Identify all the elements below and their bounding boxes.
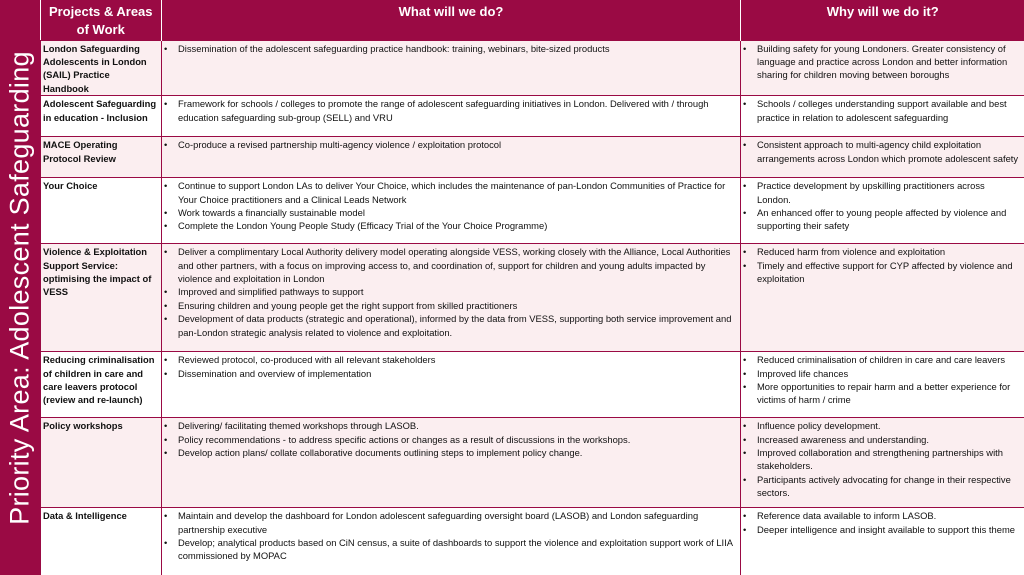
what-bullet-list bbox=[164, 138, 736, 151]
bullet-item: • Schools / colleges understanding support available and best practice in relation to adolescent safeguarding bbox=[743, 97, 1020, 124]
why-cell bbox=[741, 137, 1024, 178]
project-area-cell: London Safeguarding Adolescents in London (SAIL) Practice Handbook bbox=[41, 40, 162, 96]
bullet-item: • More opportunities to repair harm and a better experience for victims of harm / crime bbox=[743, 380, 1020, 407]
table-row bbox=[41, 244, 1024, 352]
table-row bbox=[41, 137, 1024, 178]
what-cell bbox=[162, 137, 741, 178]
header-what: What will we do? bbox=[162, 0, 741, 40]
bullet-item: • Develop action plans/ collate collaborative documents outlining steps to implement policy change. bbox=[164, 446, 736, 459]
why-bullet-list bbox=[743, 509, 1020, 536]
bullet-item: • Reviewed protocol, co-produced with all relevant stakeholders bbox=[164, 353, 736, 366]
why-cell bbox=[741, 96, 1024, 137]
bullet-item: • Framework for schools / colleges to promote the range of adolescent safeguarding initiatives in London. Delivered with / through education safeguarding sub-group (SELL) and VRU bbox=[164, 97, 736, 124]
why-cell bbox=[741, 244, 1024, 352]
bullet-item: • Consistent approach to multi-agency child exploitation arrangements across London which promote adolescent safety bbox=[743, 138, 1020, 165]
what-bullet-list bbox=[164, 97, 736, 124]
bullet-item: • Delivering/ facilitating themed workshops through LASOB. bbox=[164, 419, 736, 432]
what-cell bbox=[162, 418, 741, 508]
why-bullet-list bbox=[743, 42, 1020, 82]
bullet-item: • Continue to support London LAs to deliver Your Choice, which includes the maintenance of pan-London Communities of Practice for Your Choice practitioners and a Clinical Leads Network bbox=[164, 179, 736, 206]
bullet-item: • Work towards a financially sustainable model bbox=[164, 206, 736, 219]
bullet-item: • Development of data products (strategic and operational), informed by the data from VESS, supporting both service improvement and pan-London strategic analysis related to violence and exploitation. bbox=[164, 312, 736, 339]
why-cell bbox=[741, 352, 1024, 418]
bullet-item: • Deeper intelligence and insight available to support this theme bbox=[743, 523, 1020, 536]
priority-area-band bbox=[0, 0, 40, 575]
project-area-cell: Adolescent Safeguarding in education - Inclusion bbox=[41, 96, 162, 137]
what-cell bbox=[162, 96, 741, 137]
bullet-item: • Policy recommendations - to address specific actions or changes as a result of discussions in the workshops. bbox=[164, 433, 736, 446]
why-bullet-list bbox=[743, 245, 1020, 285]
priority-area-title: Priority Area: Adolescent Safeguarding bbox=[4, 51, 35, 525]
bullet-item: • Timely and effective support for CYP affected by violence and exploitation bbox=[743, 259, 1020, 286]
what-bullet-list bbox=[164, 42, 736, 55]
bullet-item: • Ensuring children and young people get the right support from skilled practitioners bbox=[164, 299, 736, 312]
why-bullet-list bbox=[743, 138, 1020, 165]
what-cell bbox=[162, 508, 741, 575]
project-area-cell: Policy workshops bbox=[41, 418, 162, 508]
bullet-item: • Improved and simplified pathways to support bbox=[164, 285, 736, 298]
what-bullet-list bbox=[164, 179, 736, 233]
bullet-item: • Co-produce a revised partnership multi-agency violence / exploitation protocol bbox=[164, 138, 736, 151]
why-cell bbox=[741, 508, 1024, 575]
what-cell bbox=[162, 352, 741, 418]
table-body bbox=[41, 40, 1024, 575]
bullet-item: • Increased awareness and understanding. bbox=[743, 433, 1020, 446]
bullet-item: • Reduced harm from violence and exploitation bbox=[743, 245, 1020, 258]
why-bullet-list bbox=[743, 97, 1020, 124]
table-row bbox=[41, 40, 1024, 96]
header-why: Why will we do it? bbox=[741, 0, 1024, 40]
why-bullet-list bbox=[743, 419, 1020, 499]
table-row bbox=[41, 178, 1024, 244]
project-area-cell: Your Choice bbox=[41, 178, 162, 244]
bullet-item: • Participants actively advocating for change in their respective sectors. bbox=[743, 473, 1020, 500]
bullet-item: • Practice development by upskilling practitioners across London. bbox=[743, 179, 1020, 206]
why-bullet-list bbox=[743, 179, 1020, 233]
bullet-item: • Influence policy development. bbox=[743, 419, 1020, 432]
bullet-item: • Dissemination and overview of implementation bbox=[164, 367, 736, 380]
what-bullet-list bbox=[164, 353, 736, 380]
table-row bbox=[41, 96, 1024, 137]
what-cell bbox=[162, 40, 741, 96]
what-bullet-list bbox=[164, 509, 736, 563]
table-row bbox=[41, 508, 1024, 575]
project-area-cell: Reducing criminalisation of children in care and care leavers protocol (review and re-launch) bbox=[41, 352, 162, 418]
table-row bbox=[41, 418, 1024, 508]
what-bullet-list bbox=[164, 245, 736, 339]
bullet-item: • Improved life chances bbox=[743, 367, 1020, 380]
project-area-cell: Violence & Exploitation Support Service: optimising the impact of VESS bbox=[41, 244, 162, 352]
why-bullet-list bbox=[743, 353, 1020, 407]
work-plan-table bbox=[40, 0, 1024, 575]
table-header-row bbox=[41, 0, 1024, 40]
table-row bbox=[41, 352, 1024, 418]
bullet-item: • Deliver a complimentary Local Authority delivery model operating alongside VESS, working closely with the Alliance, Local Authorities and other partners, with a focus on improving access to, and coordination of, support for children and young adults impacted by violence and exploitation in London bbox=[164, 245, 736, 285]
bullet-item: • Develop; analytical products based on CiN census, a suite of dashboards to support the violence and exploitation support work of LIIA commissioned by MOPAC bbox=[164, 536, 736, 563]
bullet-item: • Complete the London Young People Study (Efficacy Trial of the Your Choice Programme) bbox=[164, 219, 736, 232]
bullet-item: • An enhanced offer to young people affected by violence and supporting their safety bbox=[743, 206, 1020, 233]
bullet-item: • Maintain and develop the dashboard for London adolescent safeguarding oversight board (LASOB) and London safeguarding partnership executive bbox=[164, 509, 736, 536]
why-cell bbox=[741, 40, 1024, 96]
bullet-item: • Reduced criminalisation of children in care and care leavers bbox=[743, 353, 1020, 366]
what-bullet-list bbox=[164, 419, 736, 459]
project-area-cell: MACE Operating Protocol Review bbox=[41, 137, 162, 178]
header-projects: Projects & Areas of Work bbox=[41, 0, 162, 40]
what-cell bbox=[162, 244, 741, 352]
why-cell bbox=[741, 418, 1024, 508]
bullet-item: • Dissemination of the adolescent safeguarding practice handbook: training, webinars, bite-sized products bbox=[164, 42, 736, 55]
what-cell bbox=[162, 178, 741, 244]
project-area-cell: Data & Intelligence bbox=[41, 508, 162, 575]
bullet-item: • Reference data available to inform LASOB. bbox=[743, 509, 1020, 522]
bullet-item: • Building safety for young Londoners. Greater consistency of language and practice across London and better information sharing for children moving between boroughs bbox=[743, 42, 1020, 82]
why-cell bbox=[741, 178, 1024, 244]
bullet-item: • Improved collaboration and strengthening partnerships with stakeholders. bbox=[743, 446, 1020, 473]
